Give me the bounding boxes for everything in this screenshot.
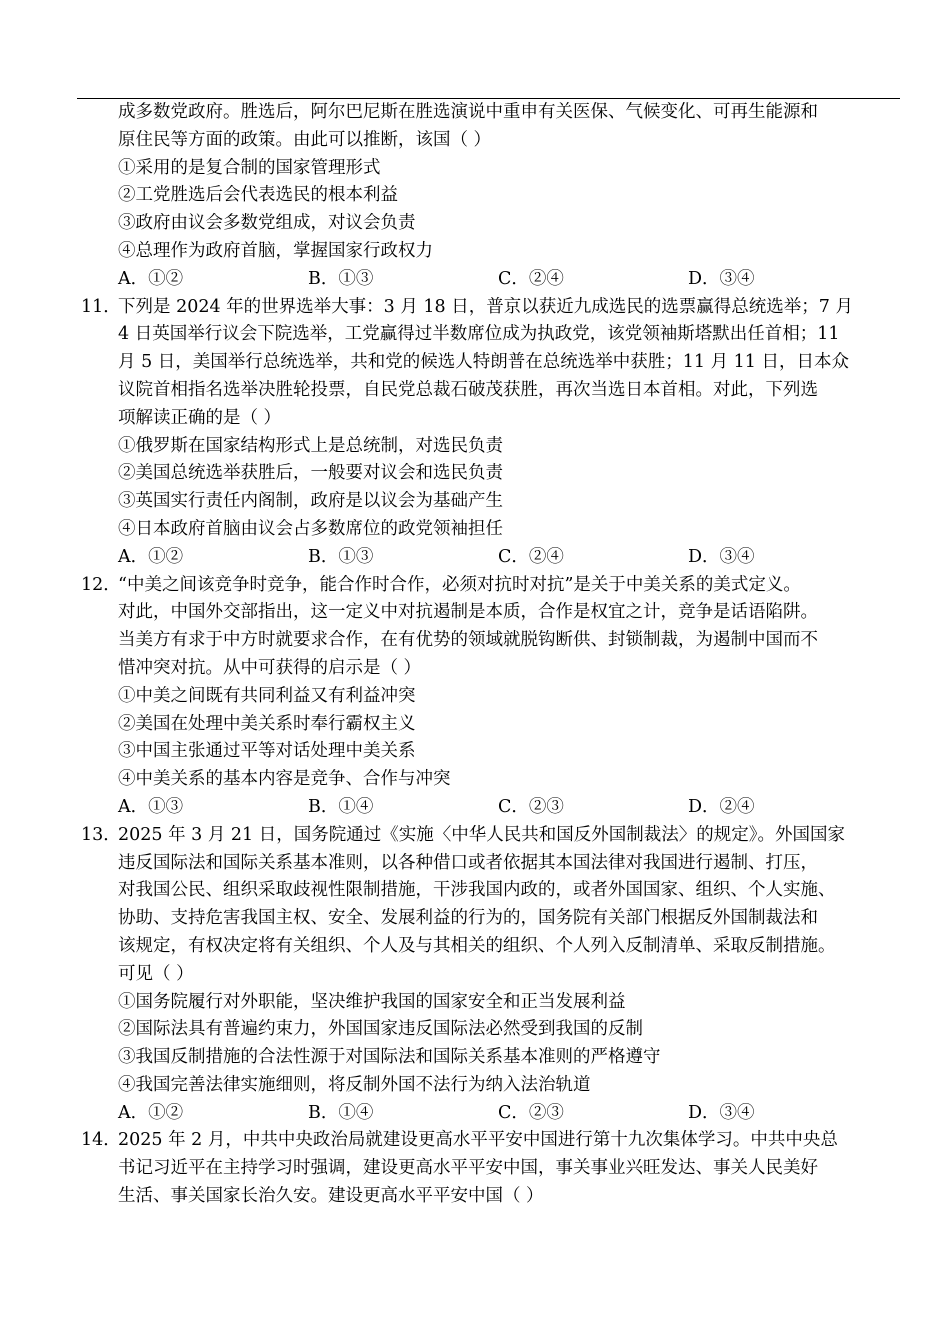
option-c: C．②③ bbox=[498, 796, 564, 817]
option-c: C．②④ bbox=[498, 546, 564, 567]
option-a: A．①② bbox=[118, 268, 184, 289]
statement: ②美国在处理中美关系时奉行霸权主义 bbox=[118, 713, 416, 734]
statement: ①采用的是复合制的国家管理形式 bbox=[118, 157, 381, 178]
question-stem-line: 对我国公民、组织采取歧视性限制措施，干涉我国内政的，或者外国国家、组织、个人实施、 bbox=[118, 880, 836, 901]
document-body bbox=[77, 99, 917, 1211]
answer-options bbox=[118, 544, 917, 572]
option-b: B．①④ bbox=[308, 1102, 374, 1123]
question-number: 13． bbox=[81, 824, 121, 845]
statement: ③我国反制措施的合法性源于对国际法和国际关系基本准则的严格遵守 bbox=[118, 1047, 661, 1068]
option-d: D．③④ bbox=[688, 1102, 755, 1123]
statement: ②美国总统选举获胜后，一般要对议会和选民负责 bbox=[118, 463, 503, 484]
statement: ④中美关系的基本内容是竞争、合作与冲突 bbox=[118, 769, 451, 790]
option-b: B．①③ bbox=[308, 268, 374, 289]
option-b: B．①④ bbox=[308, 796, 374, 817]
statement: ③中国主张通过平等对话处理中美关系 bbox=[118, 741, 416, 762]
option-a: A．①② bbox=[118, 546, 184, 567]
question-stem-line: 协助、支持危害我国主权、安全、发展利益的行为的，国务院有关部门根据反外国制裁法和 bbox=[118, 908, 818, 929]
statement: ②工党胜选后会代表选民的根本利益 bbox=[118, 185, 398, 206]
question-stem-line: 生活、事关国家长治久安。建设更高水平平安中国（ ） bbox=[118, 1186, 544, 1207]
question-stem-line: 2025 年 2 月，中共中央政治局就建设更高水平平安中国进行第十九次集体学习。中共中央总 bbox=[118, 1130, 838, 1151]
question-stem-line: 原住民等方面的政策。由此可以推断，该国（ ） bbox=[118, 129, 492, 150]
question-stem-line: 议院首相指名选举决胜轮投票，自民党总裁石破茂获胜，再次当选日本首相。对此，下列选 bbox=[118, 379, 818, 400]
answer-options bbox=[118, 1100, 917, 1128]
question-stem-line: 4 日英国举行议会下院选举，工党赢得过半数席位成为执政党，该党领袖斯塔默出任首相；11 bbox=[118, 324, 840, 345]
question-stem-line: “中美之间该竞争时竞争，能合作时合作，必须对抗时对抗”是关于中美关系的美式定义。 bbox=[118, 574, 801, 595]
statement: ④我国完善法律实施细则，将反制外国不法行为纳入法治轨道 bbox=[118, 1074, 591, 1095]
answer-options bbox=[118, 794, 917, 822]
question-14 bbox=[77, 1127, 917, 1210]
question-stem-line: 惜冲突对抗。从中可获得的启示是（ ） bbox=[118, 657, 422, 678]
question-stem-line: 该规定，有权决定将有关组织、个人及与其相关的组织、个人列入反制清单、采取反制措施。 bbox=[118, 935, 836, 956]
option-d: D．③④ bbox=[688, 268, 755, 289]
question-stem-line: 当美方有求于中方时就要求合作，在有优势的领域就脱钩断供、封锁制裁，为遏制中国而不 bbox=[118, 630, 818, 651]
question-stem-line: 书记习近平在主持学习时强调，建设更高水平平安中国，事关事业兴旺发达、事关人民美好 bbox=[118, 1158, 818, 1179]
question-stem-line: 成多数党政府。胜选后，阿尔巴尼斯在胜选演说中重申有关医保、气候变化、可再生能源和 bbox=[118, 102, 818, 122]
option-c: C．②③ bbox=[498, 1102, 564, 1123]
option-a: A．①② bbox=[118, 1102, 184, 1123]
question-number: 12． bbox=[81, 574, 121, 595]
question-12 bbox=[77, 572, 917, 822]
option-a: A．①③ bbox=[118, 796, 184, 817]
question-12-body bbox=[118, 572, 917, 822]
question-13 bbox=[77, 822, 917, 1128]
statement: ④日本政府首脑由议会占多数席位的政党领袖担任 bbox=[118, 518, 503, 539]
statement: ③英国实行责任内阁制，政府是以议会为基础产生 bbox=[118, 491, 503, 512]
question-11 bbox=[77, 294, 917, 572]
question-11-body bbox=[118, 294, 917, 572]
statement: ②国际法具有普遍约束力，外国国家违反国际法必然受到我国的反制 bbox=[118, 1019, 643, 1040]
question-stem-line: 违反国际法和国际关系基本准则，以各种借口或者依据其本国法律对我国进行遏制、打压， bbox=[118, 852, 818, 873]
statement: ①中美之间既有共同利益又有利益冲突 bbox=[118, 685, 416, 706]
option-c: C．②④ bbox=[498, 268, 564, 289]
statement: ①俄罗斯在国家结构形式上是总统制，对选民负责 bbox=[118, 435, 503, 456]
question-10-body bbox=[118, 99, 917, 294]
question-stem-line: 对此，中国外交部指出，这一定义中对抗遏制是本质，合作是权宜之计，竞争是话语陷阱。 bbox=[118, 602, 818, 623]
question-stem-line: 月 5 日，美国举行总统选举，共和党的候选人特朗普在总统选举中获胜；11 月 11 日，日本众 bbox=[118, 352, 849, 373]
question-stem-line: 2025 年 3 月 21 日，国务院通过《实施〈中华人民共和国反外国制裁法〉的规定》。外国国家 bbox=[118, 824, 845, 845]
question-stem-line: 项解读正确的是（ ） bbox=[118, 407, 282, 428]
question-14-body bbox=[118, 1127, 917, 1210]
option-d: D．③④ bbox=[688, 546, 755, 567]
statement: ③政府由议会多数党组成，对议会负责 bbox=[118, 213, 416, 234]
answer-options bbox=[118, 266, 917, 294]
question-stem-line: 可见（ ） bbox=[118, 963, 194, 984]
statement: ①国务院履行对外职能，坚决维护我国的国家安全和正当发展利益 bbox=[118, 991, 626, 1012]
question-stem-line: 下列是 2024 年的世界选举大事：3 月 18 日，普京以获近九成选民的选票赢得总统选举；7 月 bbox=[118, 296, 853, 317]
question-13-body bbox=[118, 822, 917, 1128]
option-d: D．②④ bbox=[688, 796, 755, 817]
question-number: 11． bbox=[81, 296, 121, 317]
question-number: 14． bbox=[81, 1130, 121, 1151]
statement: ④总理作为政府首脑，掌握国家行政权力 bbox=[118, 240, 433, 261]
question-10 bbox=[77, 99, 917, 294]
option-b: B．①③ bbox=[308, 546, 374, 567]
